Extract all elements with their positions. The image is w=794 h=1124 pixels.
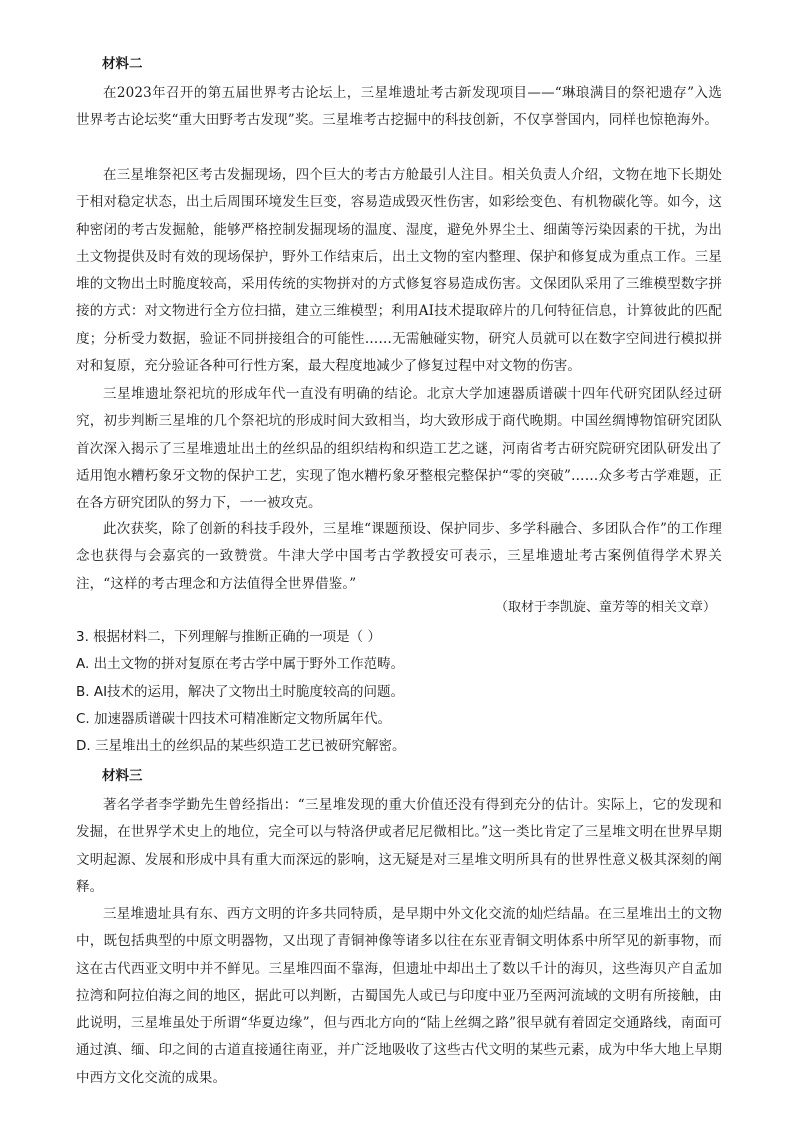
material-2-paragraph-1: 在2023年召开的第五届世界考古论坛上，三星堆遗址考古新发现项目——“琳琅满目的祭祀遗存”入选世界考古论坛奖“重大田野考古发现”奖。三星堆考古挖掘中的科技创新，不仅享誉国内，同样也惊艳海外。 xyxy=(76,85,722,129)
material-3-paragraph-1: 著名学者李学勤先生曾经指出：“三星堆发现的重大价值还没有得到充分的估计。实际上，它的发现和发掘，在世界学术史上的地位，完全可以与特洛伊或者尼尼微相比。”这一类比肯定了三星堆文明在世界早期文明起源、发展和形成中具有重大而深远的影响，这无疑是对三星堆文明所具有的世界性意义极其深刻的阐释。 xyxy=(76,797,722,895)
material-2-paragraph-2: 在三星堆祭祀区考古发掘现场，四个巨大的考古方舱最引人注目。相关负责人介绍，文物在地下长期处于相对稳定状态，出土后周围环境发生巨变，容易造成毁灭性伤害，如彩绘变色、有机物碳化等。如今，这种密闭的考古发掘舱，能够严格控制发掘现场的温度、湿度，避免外界尘土、细菌等污染因素的干扰，为出土文物提供及时有效的现场保护，野外工作结束后，出土文物的室内整理、保护和修复成为重点工作。三星堆的文物出土时脆度较高，采用传统的实物拼对的方式修复容易造成伤害。文保团队采用了三维模型数字拼接的方式：对文物进行全方位扫描，建立三维模型；利用AI技术提取碎片的几何特征信息，计算彼此的匹配度；分析受力数据，验证不同拼接组合的可能性……无需触碰实物，研究人员就可以在数字空间进行模拟拼对和复原，充分验证各种可行性方案，最大程度地减少了修复过程中对文物的伤害。 xyxy=(76,167,722,375)
material-3-paragraph-2: 三星堆遗址具有东、西方文明的许多共同特质，是早期中外文化交流的灿烂结晶。在三星堆出土的文物中，既包括典型的中原文明器物，又出现了青铜神像等诸多以往在东亚青铜文明体系中所罕见的新事物，而这在古代西亚文明中并不鲜见。三星堆四面不靠海，但遗址中却出土了数以千计的海贝，这些海贝产自孟加拉湾和阿拉伯海之间的地区，据此可以判断，古蜀国先人或已与印度中亚乃至两河流域的文明有所接触，由此说明，三星堆虽处于所谓“华夏边缘”，但与西北方向的“陆上丝绸之路”很早就有着固定交通路线，南面可通过滇、缅、印之间的古道直接通往南亚，并广泛地吸收了这些古代文明的某些元素，成为中华大地上早期中西方文化交流的成果。 xyxy=(76,906,722,1086)
answer-options xyxy=(76,651,722,760)
option-a[interactable]: A. 出土文物的拼对复原在考古学中属于野外工作范畴。 xyxy=(76,656,405,673)
material-2-paragraph-3: 三星堆遗址祭祀坑的形成年代一直没有明确的结论。北京大学加速器质谱碳十四年代研究团队经过研究，初步判断三星堆的几个祭祀坑的形成时间大致相当，均大致形成于商代晚期。中国丝绸博物馆研究团队首次深入揭示了三星堆遗址出土的丝织品的组织结构和织造工艺之谜，河南省考古研究院研究团队研发出了适用饱水糟朽象牙文物的保护工艺，实现了饱水糟朽象牙整根完整保护“零的突破”……众多考古学难题，正在各方研究团队的努力下，一一被攻克。 xyxy=(76,386,722,512)
source-citation: （取材于李凯旋、童芳等的相关文章） xyxy=(494,600,716,615)
question-stem: 3. 根据材料二，下列理解与推断正确的一项是（ ） xyxy=(76,629,381,645)
question-3 xyxy=(76,624,722,760)
option-b[interactable]: B. AI技术的运用，解决了文物出土时脆度较高的问题。 xyxy=(76,683,405,700)
option-c[interactable]: C. 加速器质谱碳十四技术可精准断定文物所属年代。 xyxy=(76,710,392,727)
option-d[interactable]: D. 三星堆出土的丝织品的某些织造工艺已被研究解密。 xyxy=(76,738,406,755)
material-2-paragraph-4: 此次获奖，除了创新的科技手段外，三星堆“课题预设、保护同步、多学科融合、多团队合作”的工作理念也获得与会嘉宾的一致赞赏。牛津大学中国考古学教授安可表示，三星堆遗址考古案例值得学术界关注，“这样的考古理念和方法值得全世界借鉴。” xyxy=(76,521,722,592)
material-2-heading: 材料二 xyxy=(102,56,143,72)
material-3-heading: 材料三 xyxy=(102,768,143,784)
